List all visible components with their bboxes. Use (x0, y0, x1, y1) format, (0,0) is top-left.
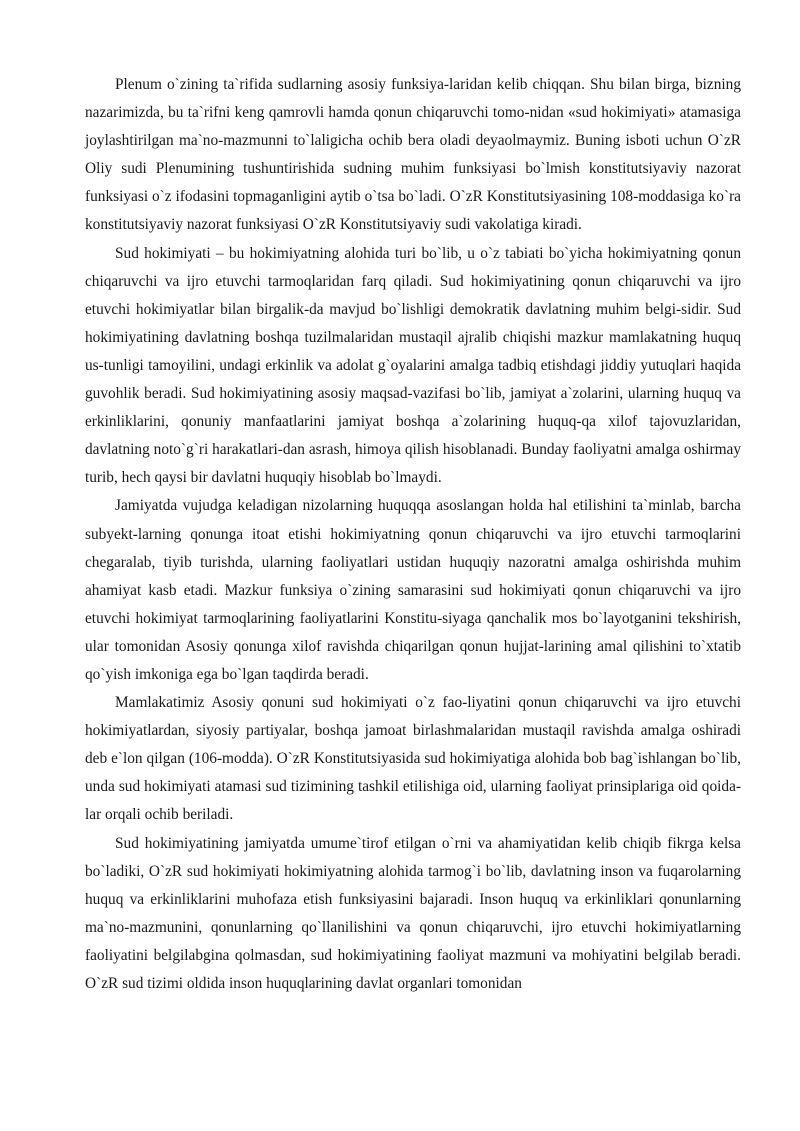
document-body (85, 71, 741, 998)
paragraph-1: Plenum o`zining ta`rifida sudlarning asosiy funksiya-laridan kelib chiqqan. Shu bilan birga, bizning nazarimizda, bu ta`rifni keng qamrovli hamda qonun chiqaruvchi tomo-nidan «sud hokimiyati» atamasiga joylashtirilgan ma`no-mazmunni to`laligicha ochib bera oladi deyaolmaymiz. Buning isboti uchun O`zR Oliy sudi Plenumining tushuntirishida sudning muhim funksiyasi bo`lmish konstitutsiyaviy nazorat funksiyasi o`z ifodasini topmaganligini aytib o`tsa bo`ladi. O`zR Konstitutsiyasining 108-moddasiga ko`ra konstitutsiyaviy nazorat funksiyasi O`zR Konstitutsiyaviy sudi vakolatiga kiradi. (85, 76, 741, 234)
paragraph-2: Sud hokimiyati – bu hokimiyatning alohida turi bo`lib, u o`z tabiati bo`yicha hokimiyatning qonun chiqaruvchi va ijro etuvchi tarmoqlaridan farq qiladi. Sud hokimiyatining qonun chiqaruvchi va ijro etuvchi hokimiyatlar bilan birgalik-da mavjud bo`lishligi demokratik davlatning muhim belgi-sidir. Sud hokimiyatining davlatning boshqa tuzilmalaridan mustaqil ajralib chiqishi mazkur mamlakatning huquq us-tunligi tamoyilini, undagi erkinlik va adolat g`oyalarini amalga tadbiq etishdagi jiddiy yutuqlari haqida guvohlik beradi. Sud hokimiyatining asosiy maqsad-vazifasi bo`lib, jamiyat a`zolarini, ularning huquq va erkinliklarini, qonuniy manfaatlarini jamiyat boshqa a`zolarining huquq-qa xilof tajovuzlaridan, davlatning noto`g`ri harakatlari-dan asrash, himoya qilish hisoblanadi. Bunday faoliyatni amalga oshirmay turib, hech qaysi bir davlatni huquqiy hisoblab bo`lmaydi. (85, 244, 741, 487)
paragraph-5: Sud hokimiyatining jamiyatda umume`tirof etilgan o`rni va ahamiyatidan kelib chiqib fikrga kelsa bo`ladiki, O`zR sud hokimiyati hokimiyatning alohida tarmog`i bo`lib, davlatning inson va fuqarolarning huquq va erkinliklarini muhofaza etish funksiyasini bajaradi. Inson huquq va erkinliklari qonunlarning ma`no-mazmunini, qonunlarning qo`llanilishini va qonun chiqaruvchi, ijro etuvchi hokimiyatlarning faoliyatini belgilabgina qolmasdan, sud hokimiyatining faoliyat mazmuni va mohiyatini belgilab beradi. O`zR sud tizimi oldida inson huquqlarining davlat organlari tomonidan (85, 834, 741, 992)
paragraph-3: Jamiyatda vujudga keladigan nizolarning huquqqa asoslangan holda hal etilishini ta`minlab, barcha subyekt-larning qonunga itoat etishi hokimiyatning qonun chiqaruvchi va ijro etuvchi tarmoqlarini chegaralab, tiyib turishda, ularning faoliyatlari ustidan huquqiy nazoratni amalga oshirishda muhim ahamiyat kasb etadi. Mazkur funksiya o`zining samarasini sud hokimiyati qonun chiqaruvchi va ijro etuvchi hokimiyat tarmoqlarining faoliyatlarini Konstitu-siyaga qanchalik mos bo`layotganini tekshirish, ular tomonidan Asosiy qonunga xilof ravishda chiqarilgan qonun hujjat-larining amal qilishini to`xtatib qo`yish imkoniga ega bo`lgan taqdirda beradi. (85, 497, 741, 683)
paragraph-4: Mamlakatimiz Asosiy qonuni sud hokimiyati o`z fao-liyatini qonun chiqaruvchi va ijro etuvchi hokimiyatlardan, siyosiy partiyalar, boshqa jamoat birlashmalaridan mustaqil ravishda amalga oshiradi deb e`lon qilgan (106-modda). O`zR Konstitutsiyasida sud hokimiyatiga alohida bob bag`ishlangan bo`lib, unda sud hokimiyati atamasi sud tizimining tashkil etilishiga oid, ularning faoliyat prinsiplariga oid qoida-lar orqali ochib beriladi. (85, 694, 741, 824)
